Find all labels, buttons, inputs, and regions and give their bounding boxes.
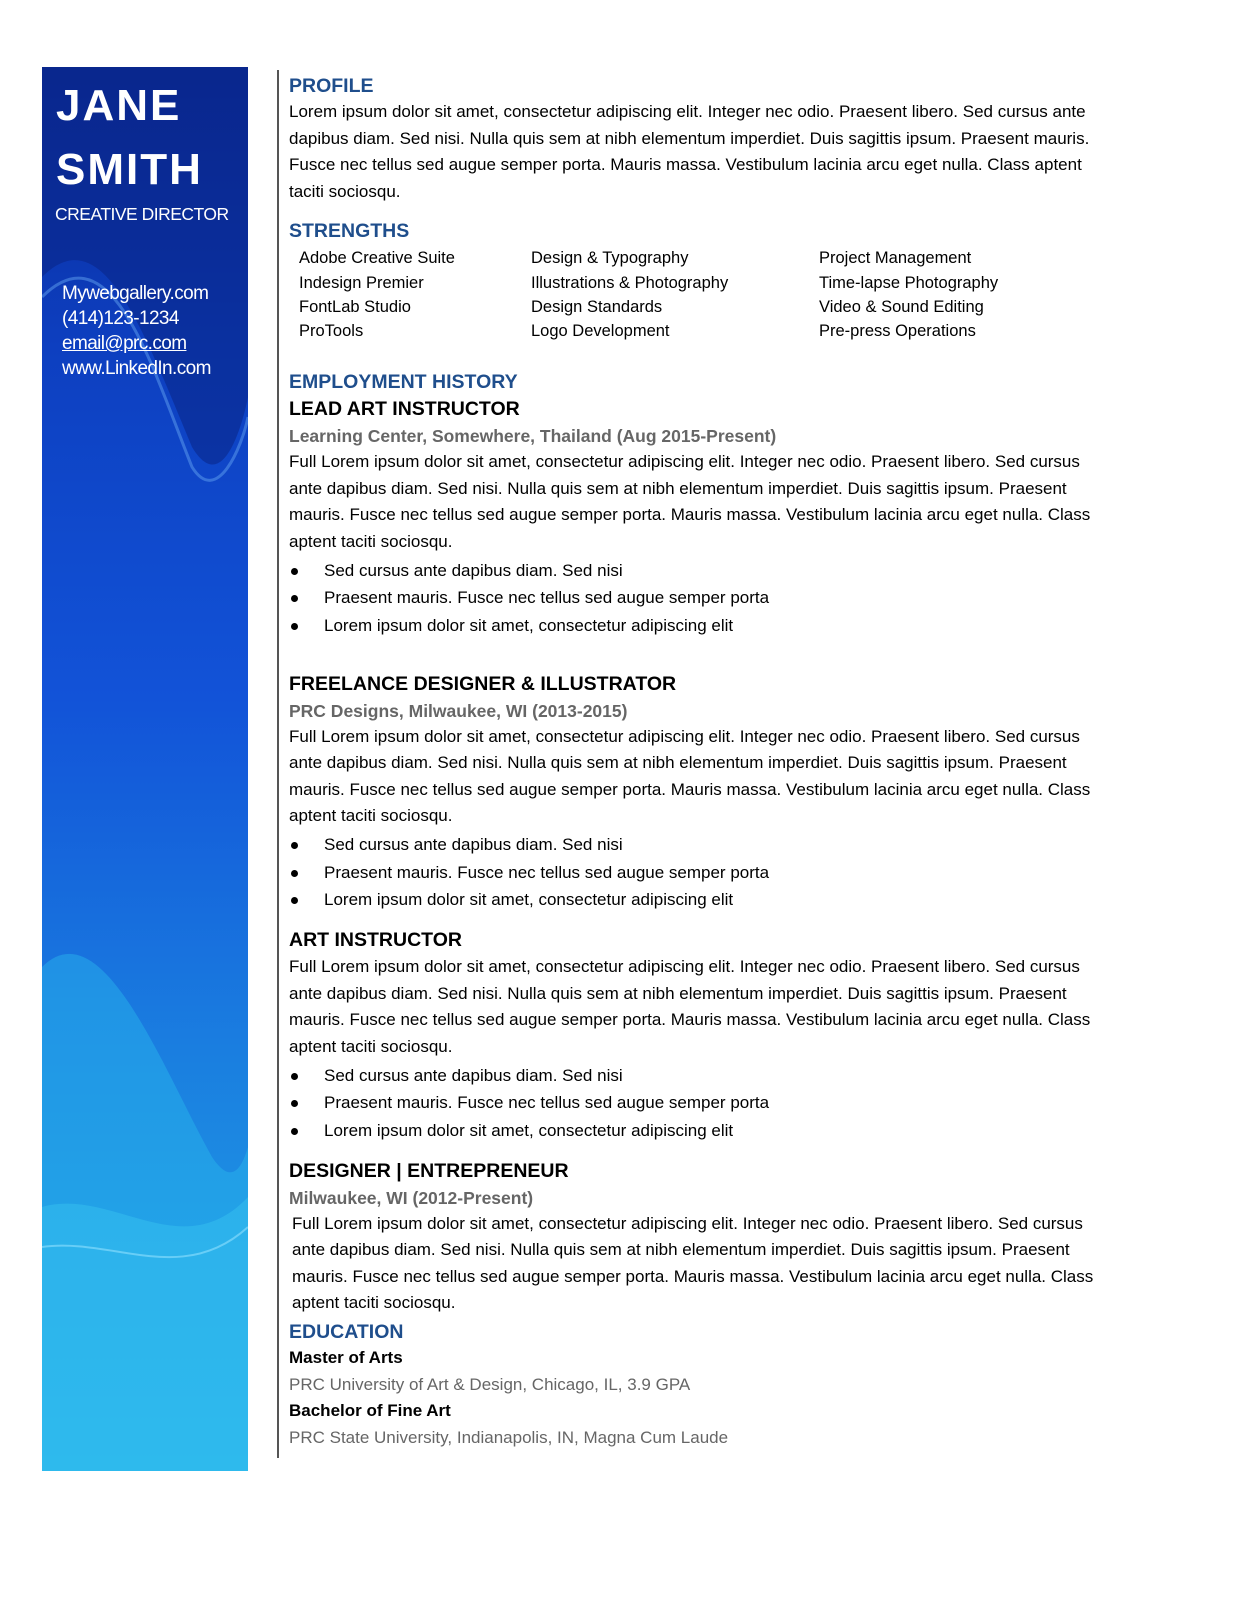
job-title: FREELANCE DESIGNER & ILLUSTRATOR — [289, 672, 677, 695]
employment-heading: EMPLOYMENT HISTORY — [289, 371, 518, 394]
job-subtitle: Milwaukee, WI (2012-Present) — [289, 1187, 534, 1208]
wave-background — [42, 67, 248, 1471]
last-name: SMITH — [56, 145, 203, 194]
bullet-item: Praesent mauris. Fusce nec tellus sed augue semper porta — [289, 1089, 1099, 1117]
bullet-item: Lorem ipsum dolor sit amet, consectetur adipiscing elit — [289, 1117, 1099, 1145]
job-entry — [289, 926, 1099, 1144]
job-title: CREATIVE DIRECTOR — [55, 204, 229, 224]
profile-text: Lorem ipsum dolor sit amet, consectetur adipiscing elit. Integer nec odio. Praesent libero. Sed cursus ante dapibus diam. Sed nisi. Nulla quis sem at nibh elementum imperdiet. Duis sagittis ipsum. Praesent mauris. Fusce nec tellus sed augue semper porta. Mauris massa. Vestibulum lacinia arcu eget nulla. Class aptent taciti sociosqu. — [289, 102, 1090, 201]
phone: (414)123-1234 — [62, 308, 179, 329]
strength-item: Adobe Creative Suite — [299, 249, 455, 268]
job-subtitle: Learning Center, Somewhere, Thailand (Aug 2015-Present) — [289, 426, 777, 447]
divider — [277, 70, 279, 1458]
bullet-item: Lorem ipsum dolor sit amet, consectetur adipiscing elit — [289, 612, 1099, 640]
job-description: Full Lorem ipsum dolor sit amet, consectetur adipiscing elit. Integer nec odio. Praesent libero. Sed cursus ante dapibus diam. Sed nisi. Nulla quis sem at nibh elementum imperdiet. Duis sagittis ipsum. Praesent mauris. Fusce nec tellus sed augue semper porta. Mauris massa. Vestibulum lacinia arcu eget nulla. Class aptent taciti sociosqu. — [292, 1213, 1094, 1313]
strength-item: Project Management — [819, 249, 972, 268]
strength-item: Logo Development — [531, 321, 670, 340]
strength-item: ProTools — [299, 321, 364, 340]
school: PRC State University, Indianapolis, IN, Magna Cum Laude — [289, 1427, 729, 1447]
bullet-item: Praesent mauris. Fusce nec tellus sed augue semper porta — [289, 584, 1099, 612]
profile-heading: PROFILE — [289, 75, 374, 97]
strength-item: Indesign Premier — [299, 273, 424, 292]
bullet-item: Sed cursus ante dapibus diam. Sed nisi — [289, 831, 1099, 859]
job-bullets — [289, 557, 1099, 640]
bullet-item: Sed cursus ante dapibus diam. Sed nisi — [289, 1062, 1099, 1090]
degree: Master of Arts — [289, 1348, 403, 1368]
job-description: Full Lorem ipsum dolor sit amet, consectetur adipiscing elit. Integer nec odio. Praesent libero. Sed cursus ante dapibus diam. Sed nisi. Nulla quis sem at nibh elementum imperdiet. Duis sagittis ipsum. Praesent mauris. Fusce nec tellus sed augue semper porta. Mauris massa. Vestibulum lacinia arcu eget nulla. Class aptent taciti sociosqu. — [289, 957, 1091, 1056]
job-subtitle: PRC Designs, Milwaukee, WI (2013-2015) — [289, 700, 628, 721]
strength-item: Illustrations & Photography — [531, 273, 729, 292]
website-link[interactable]: Mywebgallery.com — [62, 283, 209, 304]
job-description: Full Lorem ipsum dolor sit amet, consectetur adipiscing elit. Integer nec odio. Praesent libero. Sed cursus ante dapibus diam. Sed nisi. Nulla quis sem at nibh elementum imperdiet. Duis sagittis ipsum. Praesent mauris. Fusce nec tellus sed augue semper porta. Mauris massa. Vestibulum lacinia arcu eget nulla. Class aptent taciti sociosqu. — [289, 726, 1091, 826]
school: PRC University of Art & Design, Chicago, IL, 3.9 GPA — [289, 1374, 691, 1394]
strength-item: FontLab Studio — [299, 297, 411, 316]
job-entry — [289, 670, 1099, 914]
strength-item: Design Standards — [531, 297, 663, 316]
job-description: Full Lorem ipsum dolor sit amet, consectetur adipiscing elit. Integer nec odio. Praesent libero. Sed cursus ante dapibus diam. Sed nisi. Nulla quis sem at nibh elementum imperdiet. Duis sagittis ipsum. Praesent mauris. Fusce nec tellus sed augue semper porta. Mauris massa. Vestibulum lacinia arcu eget nulla. Class aptent taciti sociosqu. — [289, 452, 1091, 551]
bullet-item: Praesent mauris. Fusce nec tellus sed augue semper porta — [289, 859, 1099, 887]
bullet-item: Lorem ipsum dolor sit amet, consectetur adipiscing elit — [289, 886, 1099, 914]
strength-item: Time-lapse Photography — [819, 273, 999, 292]
contact-info — [62, 281, 211, 381]
job-title: ART INSTRUCTOR — [289, 929, 462, 952]
education-heading: EDUCATION — [289, 1321, 404, 1344]
email-link[interactable]: email@prc.com — [62, 333, 187, 354]
main-content — [289, 73, 1099, 1451]
strengths-list — [299, 246, 1099, 343]
strength-item: Design & Typography — [531, 249, 689, 268]
job-title: LEAD ART INSTRUCTOR — [289, 398, 520, 421]
linkedin-link[interactable]: www.LinkedIn.com — [62, 358, 211, 379]
sidebar — [42, 67, 248, 1471]
job-entry — [289, 1157, 1099, 1317]
strength-item: Pre-press Operations — [819, 321, 976, 340]
degree: Bachelor of Fine Art — [289, 1401, 451, 1421]
job-entry — [289, 395, 1099, 639]
strengths-heading: STRENGTHS — [289, 220, 410, 243]
job-title: DESIGNER | ENTREPRENEUR — [289, 1159, 569, 1182]
first-name: JANE — [56, 81, 182, 130]
job-bullets — [289, 831, 1099, 914]
bullet-item: Sed cursus ante dapibus diam. Sed nisi — [289, 557, 1099, 585]
strength-item: Video & Sound Editing — [819, 297, 984, 316]
job-bullets — [289, 1062, 1099, 1145]
